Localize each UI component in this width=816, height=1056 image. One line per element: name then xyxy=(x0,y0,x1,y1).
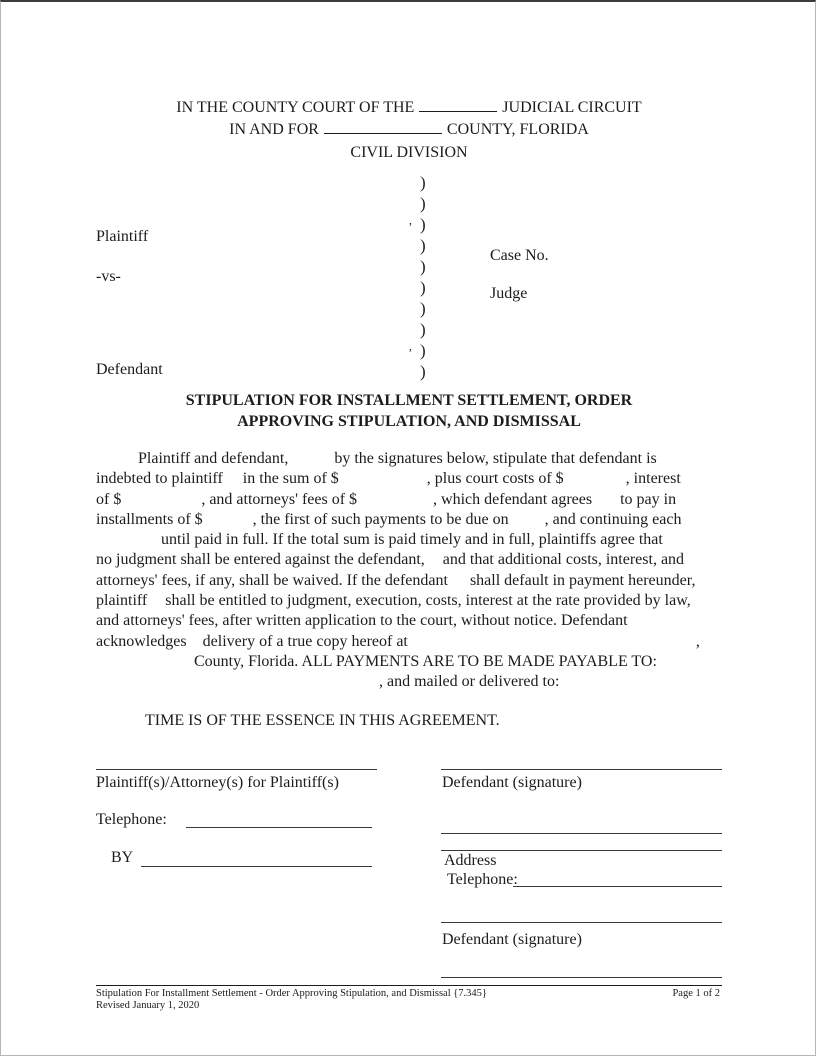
fill-in-blank[interactable] xyxy=(425,562,443,564)
defendant-signature-label-bottom: Defendant (signature) xyxy=(442,931,582,948)
defendant-blank-line-2[interactable] xyxy=(441,850,722,851)
fill-in-blank[interactable] xyxy=(223,481,243,483)
caption-paren-row xyxy=(420,298,426,319)
caption-paren: ) xyxy=(420,173,426,192)
body-text: , and mailed or delivered to: xyxy=(379,673,560,691)
body-line xyxy=(96,652,756,672)
caption-paren: ) xyxy=(420,278,426,297)
body-line xyxy=(96,469,756,489)
body-line xyxy=(96,449,756,469)
caption-paren: ) xyxy=(420,236,426,255)
essence-statement: TIME IS OF THE ESSENCE IN THIS AGREEMENT. xyxy=(145,712,500,729)
fill-in-blank[interactable] xyxy=(203,522,253,524)
caption-paren: ) xyxy=(420,257,426,276)
body-text: , and continuing each xyxy=(544,510,682,528)
fill-in-blank[interactable] xyxy=(592,502,620,504)
body-text: in the sum of $ xyxy=(242,470,339,488)
fill-in-blank[interactable] xyxy=(357,502,433,504)
body-text: and that additional costs, interest, and xyxy=(442,551,685,569)
body-text: shall be entitled to judgment, execution, costs, interest at the rate provided by law, xyxy=(165,592,691,610)
body-line xyxy=(96,510,756,530)
body-text: until paid in full. If the total sum is paid timely and in full, plaintiffs agree that xyxy=(161,531,663,549)
caption-paren: ) xyxy=(420,362,426,381)
defendant-signature-label-top: Defendant (signature) xyxy=(442,774,582,791)
footer-rule xyxy=(96,985,722,986)
defendant-blank-line-1[interactable] xyxy=(441,833,722,834)
plaintiff-telephone-line[interactable] xyxy=(186,827,372,828)
body-line xyxy=(96,530,756,550)
caption-paren: ) xyxy=(420,194,426,213)
fill-in-blank[interactable] xyxy=(147,603,165,605)
fill-in-blank[interactable] xyxy=(121,502,201,504)
body-line xyxy=(96,632,756,652)
body-text: , plus court costs of $ xyxy=(426,470,564,488)
body-text: , interest xyxy=(625,470,681,488)
caption-paren-row xyxy=(420,361,426,382)
body-paragraph xyxy=(96,449,756,693)
court-header-line2 xyxy=(1,120,816,139)
defendant-signature-line-bottom[interactable] xyxy=(441,922,722,923)
body-text: , which defendant agrees xyxy=(433,490,593,508)
body-text: of $ xyxy=(96,490,122,508)
fill-in-blank[interactable] xyxy=(564,481,626,483)
caption-paren-row xyxy=(420,319,426,340)
defendant-telephone-line[interactable] xyxy=(513,886,722,887)
caption-paren-column xyxy=(409,172,426,382)
header-line2-pre: IN AND FOR xyxy=(229,121,319,138)
footer-page-number: Page 1 of 2 xyxy=(672,988,720,999)
caption-paren-row xyxy=(409,339,426,361)
fill-in-blank[interactable] xyxy=(448,583,470,585)
plaintiff-party-label: Plaintiff(s)/Attorney(s) for Plaintiff(s) xyxy=(96,774,339,791)
caption-paren: ) xyxy=(420,299,426,318)
header-line1-post: JUDICIAL CIRCUIT xyxy=(502,99,642,116)
body-line xyxy=(96,672,756,692)
body-text: attorneys' fees, if any, shall be waived. If the defendant xyxy=(96,571,448,589)
fill-in-blank[interactable] xyxy=(288,461,334,463)
body-text: indebted to plaintiff xyxy=(96,470,223,488)
fill-in-blank[interactable] xyxy=(339,481,427,483)
body-text: , the first of such payments to be due on xyxy=(252,510,509,528)
caption-paren-row xyxy=(420,193,426,214)
defendant-label: Defendant xyxy=(96,361,163,378)
plaintiff-signature-line[interactable] xyxy=(96,769,377,770)
county-name-blank[interactable] xyxy=(324,120,442,134)
by-label: BY xyxy=(111,849,134,866)
fill-in-blank[interactable] xyxy=(187,644,203,646)
caption-paren: ) xyxy=(420,215,426,234)
caption-paren-row xyxy=(420,172,426,193)
header-line2-post: COUNTY, FLORIDA xyxy=(446,121,589,138)
document-title-line1: STIPULATION FOR INSTALLMENT SETTLEMENT, ORDER xyxy=(185,392,633,409)
defendant-signature-line-top[interactable] xyxy=(441,769,722,770)
address-label: Address xyxy=(444,852,497,869)
defendant-extra-line[interactable] xyxy=(441,977,722,978)
body-text: by the signatures below, stipulate that defendant is xyxy=(334,450,657,467)
fill-in-blank[interactable] xyxy=(408,644,696,646)
body-text: and attorneys' fees, after written application to the court, without notice. Defendant xyxy=(96,612,628,630)
body-line xyxy=(96,571,756,591)
body-text: installments of $ xyxy=(96,510,203,528)
body-text: no judgment shall be entered against the defendant, xyxy=(96,551,425,569)
footer-revised-date: Revised January 1, 2020 xyxy=(96,1000,200,1011)
body-line xyxy=(96,591,756,611)
body-text: Plaintiff and defendant, xyxy=(138,450,289,467)
case-no-label: Case No. xyxy=(490,247,549,264)
body-text: , and attorneys' fees of $ xyxy=(201,490,358,508)
fill-in-blank[interactable] xyxy=(509,522,545,524)
body-line xyxy=(96,611,756,631)
plaintiff-label: Plaintiff xyxy=(96,228,149,245)
body-line xyxy=(96,550,756,570)
caption-paren-row xyxy=(420,277,426,298)
civil-division-label: CIVIL DIVISION xyxy=(350,144,468,161)
body-text: to pay in xyxy=(620,490,677,508)
stray-comma-mark: , xyxy=(409,339,412,353)
caption-paren-row xyxy=(420,235,426,256)
court-header-line1 xyxy=(1,98,816,117)
footer-form-title: Stipulation For Installment Settlement - Order Approving Stipulation, and Dismissal {7.345} xyxy=(96,988,487,999)
defendant-telephone-label: Telephone: xyxy=(447,871,518,888)
caption-paren-row xyxy=(420,256,426,277)
caption-paren-row xyxy=(409,213,426,235)
caption-paren: ) xyxy=(420,341,426,360)
body-line xyxy=(96,490,756,510)
body-text: shall default in payment hereunder, xyxy=(469,571,696,589)
body-text: delivery of a true copy hereof at xyxy=(202,632,408,650)
body-text: plaintiff xyxy=(96,592,148,610)
body-text: acknowledges xyxy=(96,632,187,650)
body-text: County, Florida. ALL PAYMENTS ARE TO BE MADE PAYABLE TO: xyxy=(194,652,657,670)
judge-label: Judge xyxy=(490,285,528,302)
vs-label: -vs- xyxy=(96,268,121,285)
caption-paren: ) xyxy=(420,320,426,339)
header-line1-pre: IN THE COUNTY COURT OF THE xyxy=(176,99,415,116)
document-title-line2: APPROVING STIPULATION, AND DISMISSAL xyxy=(237,413,581,430)
judicial-circuit-blank[interactable] xyxy=(419,98,497,112)
body-text: , xyxy=(695,632,700,650)
stray-comma-mark: , xyxy=(409,213,412,227)
by-signature-line[interactable] xyxy=(141,866,372,867)
plaintiff-telephone-label: Telephone: xyxy=(96,811,167,828)
